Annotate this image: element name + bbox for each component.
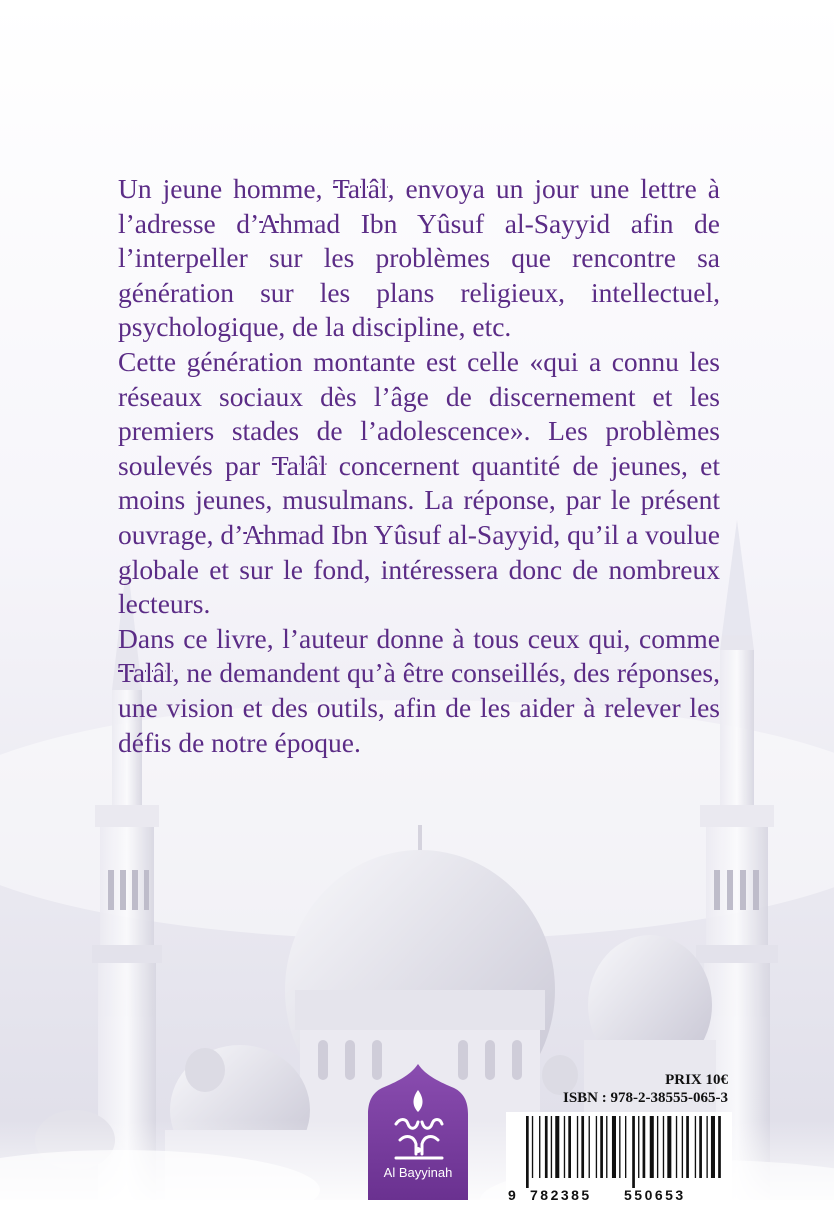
barcode-bar bbox=[686, 1116, 689, 1178]
barcode-bar bbox=[589, 1116, 590, 1178]
barcode-bar bbox=[667, 1116, 671, 1178]
description-paragraph-1 bbox=[118, 172, 720, 345]
description-line bbox=[118, 518, 720, 553]
barcode-bar bbox=[699, 1116, 702, 1178]
description-line bbox=[118, 207, 720, 242]
text-run: Ibn Yûsuf al-Sayyid, qu’il a voulue bbox=[324, 518, 720, 550]
description-line: moins jeunes, musulmans. La réponse, par le présent bbox=[118, 484, 720, 516]
barcode-bar bbox=[695, 1116, 696, 1178]
barcode-bars bbox=[512, 1116, 726, 1190]
barcode-bar bbox=[539, 1116, 540, 1178]
price-isbn-block bbox=[506, 1071, 732, 1205]
name-talal: Talâl bbox=[271, 449, 327, 481]
description-line: une vision et des outils, afin de les aider à relever les bbox=[118, 691, 720, 723]
description-line: Dans ce livre, l’auteur donne à tous ceux qui, comme bbox=[118, 622, 720, 654]
barcode-bar bbox=[612, 1116, 616, 1178]
name-ahmad: Ahmad bbox=[243, 518, 325, 550]
text-run: concernent quantité de jeunes, et bbox=[326, 449, 720, 481]
description-line bbox=[118, 172, 720, 207]
barcode-bar bbox=[657, 1116, 658, 1178]
barcode-bar bbox=[526, 1116, 529, 1188]
barcode-bar bbox=[625, 1116, 626, 1178]
description-line: défis de notre époque. bbox=[118, 726, 361, 758]
barcode-first-digit: 9 bbox=[508, 1187, 516, 1203]
text-run: Un jeune homme, bbox=[118, 173, 333, 204]
description-line: Cette génération montante est celle «qui a connu les bbox=[118, 345, 720, 377]
barcode-bar bbox=[596, 1116, 597, 1178]
description-line: premiers stades de l’adolescence». Les problèmes bbox=[118, 415, 720, 447]
barcode-bar bbox=[555, 1116, 559, 1178]
text-run: soulevés par bbox=[118, 449, 272, 481]
barcode-bar bbox=[577, 1116, 578, 1178]
barcode-bar bbox=[606, 1116, 607, 1178]
description-line: génération sur les plans religieux, intellectuel, bbox=[118, 276, 720, 308]
barcode-bar bbox=[532, 1116, 533, 1178]
description-paragraph-2 bbox=[118, 345, 720, 622]
text-run: , ne demandent qu’à être conseillés, des réponses, bbox=[172, 657, 720, 689]
barcode-bar bbox=[568, 1116, 571, 1178]
description-line bbox=[118, 656, 720, 691]
barcode-bar bbox=[650, 1116, 654, 1178]
book-description bbox=[118, 172, 720, 760]
barcode-bar bbox=[718, 1116, 721, 1178]
description-line: lecteurs. bbox=[118, 588, 211, 620]
text-run: ouvrage, d’ bbox=[118, 518, 244, 550]
description-paragraph-3 bbox=[118, 622, 720, 760]
text-run: , envoya un jour une lettre à bbox=[387, 173, 720, 204]
barcode bbox=[506, 1112, 732, 1205]
barcode-bar bbox=[632, 1116, 635, 1188]
barcode-bar bbox=[545, 1116, 548, 1178]
description-line: globale et sur le fond, intéressera donc de nombreux bbox=[118, 553, 720, 585]
description-line: l’interpeller sur les problèmes que rencontre sa bbox=[118, 242, 720, 274]
text-run: Ibn Yûsuf al-Sayyid afin de bbox=[340, 207, 720, 239]
barcode-bar bbox=[600, 1116, 603, 1178]
barcode-bar bbox=[643, 1116, 646, 1178]
description-line: réseaux sociaux dès l’âge de discernement et les bbox=[118, 380, 720, 412]
barcode-bar bbox=[676, 1116, 677, 1178]
barcode-bar bbox=[581, 1116, 584, 1178]
description-line bbox=[118, 449, 720, 484]
publisher-name: Al Bayyinah bbox=[383, 1165, 453, 1180]
barcode-bar bbox=[551, 1116, 552, 1178]
price-label: PRIX 10€ bbox=[665, 1072, 728, 1088]
barcode-bar bbox=[638, 1116, 639, 1178]
barcode-right-group: 550653 bbox=[624, 1187, 686, 1203]
isbn-label: ISBN : 978-2-38555-065-3 bbox=[563, 1090, 728, 1106]
barcode-bar bbox=[663, 1116, 664, 1178]
barcode-left-group: 782385 bbox=[530, 1187, 592, 1203]
text-run: l’adresse d’ bbox=[118, 207, 260, 239]
barcode-bar bbox=[682, 1116, 683, 1178]
barcode-bar bbox=[706, 1116, 707, 1178]
barcode-bar bbox=[564, 1116, 565, 1178]
barcode-bar bbox=[711, 1116, 715, 1178]
description-line: psychologique, de la discipline, etc. bbox=[118, 311, 512, 343]
name-talal: Talâl bbox=[118, 657, 173, 689]
name-ahmad: Ahmad bbox=[259, 207, 341, 239]
name-talal: Talâl bbox=[333, 173, 388, 204]
barcode-bar bbox=[619, 1116, 620, 1178]
